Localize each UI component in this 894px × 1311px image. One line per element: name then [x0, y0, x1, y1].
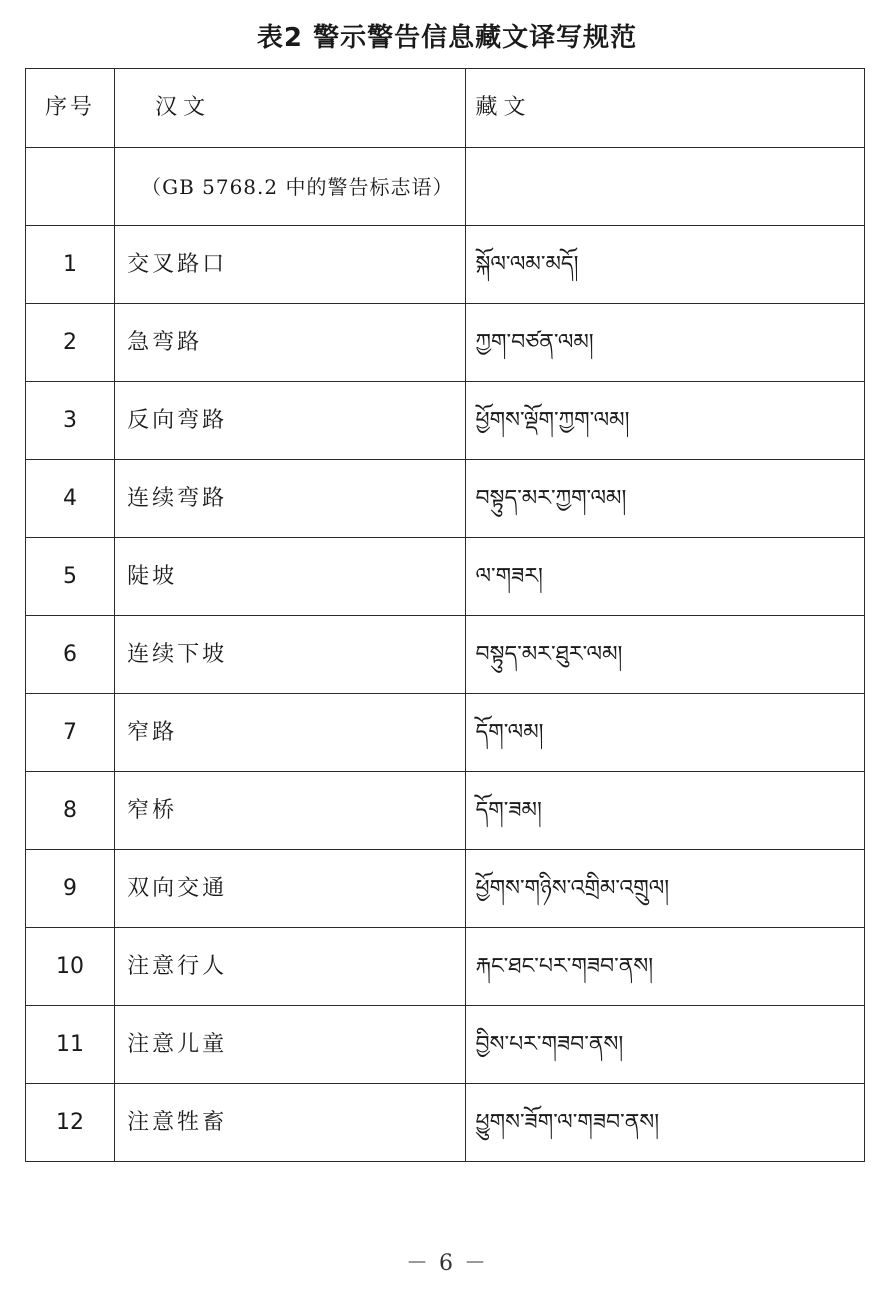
row-chinese-text: 双向交通 [115, 850, 465, 928]
table-row [26, 1084, 865, 1162]
row-chinese-text: 窄桥 [115, 772, 465, 850]
row-tibetan-text: བྱིས་པར་གཟབ་ནས། [465, 1006, 865, 1084]
row-tibetan-text: དོག་ཟམ། [465, 772, 865, 850]
header-serial-number: 序号 [26, 69, 115, 148]
row-tibetan-text: ཕྱོགས་ལྡོག་ཀྱག་ལམ། [465, 382, 865, 460]
row-tibetan-text: རྐང་ཐང་པར་གཟབ་ནས། [465, 928, 865, 1006]
row-serial-number: 9 [26, 850, 115, 928]
note-empty-serial [26, 148, 115, 226]
row-chinese-text: 连续弯路 [115, 460, 465, 538]
row-tibetan-text: བསྟུད་མར་ཐུར་ལམ། [465, 616, 865, 694]
table-row [26, 460, 865, 538]
note-empty-tibetan [465, 148, 865, 226]
table-row [26, 226, 865, 304]
table-row [26, 928, 865, 1006]
header-tibetan: 藏文 [465, 69, 865, 148]
table-note-row [26, 148, 865, 226]
table-row [26, 304, 865, 382]
table-row [26, 382, 865, 460]
table-row [26, 1006, 865, 1084]
row-chinese-text: 急弯路 [115, 304, 465, 382]
row-serial-number: 10 [26, 928, 115, 1006]
row-tibetan-text: ཀྱག་བཙན་ལམ། [465, 304, 865, 382]
row-chinese-text: 窄路 [115, 694, 465, 772]
table-row [26, 694, 865, 772]
row-serial-number: 6 [26, 616, 115, 694]
header-chinese: 汉文 [115, 69, 465, 148]
table-title: 表2 警示警告信息藏文译写规范 [256, 23, 638, 53]
table-row [26, 616, 865, 694]
row-chinese-text: 陡坡 [115, 538, 465, 616]
row-tibetan-text: བསྟུད་མར་ཀྱག་ལམ། [465, 460, 865, 538]
row-serial-number: 3 [26, 382, 115, 460]
table-header-row [26, 69, 865, 148]
row-serial-number: 4 [26, 460, 115, 538]
row-tibetan-text: སྐོལ་ལམ་མདོ། [465, 226, 865, 304]
row-chinese-text: 反向弯路 [115, 382, 465, 460]
row-chinese-text: 注意儿童 [115, 1006, 465, 1084]
row-chinese-text: 连续下坡 [115, 616, 465, 694]
row-serial-number: 5 [26, 538, 115, 616]
page-number: － 6 － [406, 1251, 488, 1276]
note-standard-reference: （GB 5768.2 中的警告标志语） [115, 148, 465, 226]
row-tibetan-text: ཕྱོགས་གཉིས་འགྲིམ་འགྲུལ། [465, 850, 865, 928]
row-tibetan-text: ལ་གཟར། [465, 538, 865, 616]
row-chinese-text: 注意牲畜 [115, 1084, 465, 1162]
row-serial-number: 11 [26, 1006, 115, 1084]
table-row [26, 538, 865, 616]
row-serial-number: 8 [26, 772, 115, 850]
row-tibetan-text: ཕྱུགས་ཟོག་ལ་གཟབ་ནས། [465, 1084, 865, 1162]
table-row [26, 772, 865, 850]
row-serial-number: 7 [26, 694, 115, 772]
tibetan-translation-table [25, 68, 865, 1162]
row-chinese-text: 交叉路口 [115, 226, 465, 304]
row-chinese-text: 注意行人 [115, 928, 465, 1006]
row-serial-number: 1 [26, 226, 115, 304]
row-serial-number: 2 [26, 304, 115, 382]
table-row [26, 850, 865, 928]
row-tibetan-text: དོག་ལམ། [465, 694, 865, 772]
row-serial-number: 12 [26, 1084, 115, 1162]
